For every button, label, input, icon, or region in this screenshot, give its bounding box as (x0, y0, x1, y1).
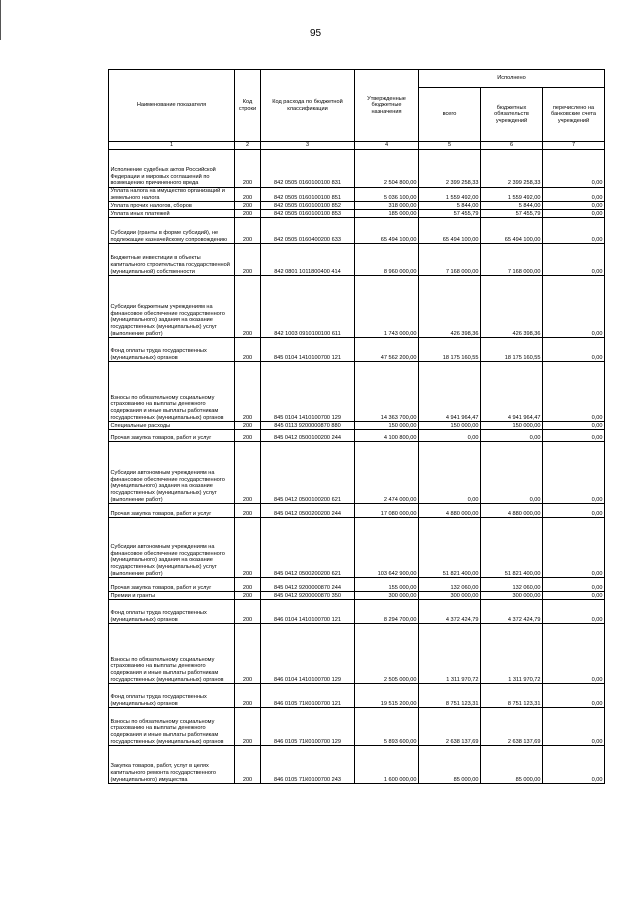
row-budget-obligations: 300 000,00 (481, 592, 543, 600)
row-code: 200 (235, 422, 261, 430)
table-row (109, 276, 605, 338)
row-approved: 65 494 100,00 (355, 218, 419, 244)
table-row (109, 624, 605, 684)
row-budget-code: 842 1003 0910100100 611 (261, 276, 355, 338)
row-code: 200 (235, 504, 261, 518)
row-transferred: 0,00 (543, 362, 605, 422)
row-budget-code: 845 0412 0500100200 621 (261, 442, 355, 504)
row-code: 200 (235, 338, 261, 362)
row-budget-code: 845 0104 1410100700 129 (261, 362, 355, 422)
row-budget-obligations: 8 751 123,31 (481, 684, 543, 708)
row-name: Премии и гранты (109, 592, 235, 600)
row-code: 200 (235, 442, 261, 504)
row-approved: 5 036 100,00 (355, 188, 419, 202)
column-number: 2 (235, 142, 261, 150)
row-transferred: 0,00 (543, 422, 605, 430)
row-code: 200 (235, 218, 261, 244)
row-approved: 19 515 200,00 (355, 684, 419, 708)
table-row (109, 422, 605, 430)
table-row (109, 362, 605, 422)
row-budget-code: 842 0505 0160100100 831 (261, 150, 355, 188)
row-transferred: 0,00 (543, 592, 605, 600)
row-code: 200 (235, 362, 261, 422)
row-approved: 1 600 000,00 (355, 746, 419, 784)
row-budget-code: 842 0801 1011800400 414 (261, 244, 355, 276)
row-executed-total: 4 880 000,00 (419, 504, 481, 518)
row-code: 200 (235, 276, 261, 338)
row-budget-code: 845 0412 0500200200 244 (261, 504, 355, 518)
row-executed-total: 0,00 (419, 442, 481, 504)
row-approved: 150 000,00 (355, 422, 419, 430)
row-budget-obligations: 426 398,36 (481, 276, 543, 338)
table-row (109, 442, 605, 504)
row-budget-code: 845 0113 9200000870 880 (261, 422, 355, 430)
row-approved: 2 505 000,00 (355, 624, 419, 684)
row-code: 200 (235, 150, 261, 188)
row-code: 200 (235, 518, 261, 578)
row-executed-total: 51 821 400,00 (419, 518, 481, 578)
column-number: 1 (109, 142, 235, 150)
row-budget-obligations: 5 844,00 (481, 202, 543, 210)
table-row (109, 210, 605, 218)
row-name: Закупка товаров, работ, услуг в целях капитального ремонта государственного (муниципального) имущества (109, 746, 235, 784)
row-approved: 8 294 700,00 (355, 600, 419, 624)
row-budget-obligations: 85 000,00 (481, 746, 543, 784)
table-row (109, 684, 605, 708)
row-budget-obligations: 57 455,79 (481, 210, 543, 218)
row-transferred: 0,00 (543, 518, 605, 578)
header-budget-code: Код расхода по бюджетной классификации (261, 70, 355, 142)
execution-report-table (108, 69, 605, 784)
row-name: Уплата налога на имущество организаций и земельного налога (109, 188, 235, 202)
page-number: 95 (309, 28, 322, 39)
row-name: Прочая закупка товаров, работ и услуг (109, 430, 235, 442)
table-row (109, 338, 605, 362)
row-executed-total: 150 000,00 (419, 422, 481, 430)
row-budget-code: 845 0104 1410100700 121 (261, 338, 355, 362)
row-name: Взносы по обязательному социальному страхованию на выплаты денежного содержания и иные выплаты работникам государственных (муниципальных) органов (109, 624, 235, 684)
row-budget-code: 846 0105 71К0100700 243 (261, 746, 355, 784)
row-code: 200 (235, 746, 261, 784)
table-row (109, 578, 605, 592)
table-row (109, 150, 605, 188)
table-row (109, 244, 605, 276)
row-executed-total: 426 398,36 (419, 276, 481, 338)
row-transferred: 0,00 (543, 708, 605, 746)
row-executed-total: 1 311 970,72 (419, 624, 481, 684)
row-approved: 4 100 800,00 (355, 430, 419, 442)
row-transferred: 0,00 (543, 210, 605, 218)
row-executed-total: 1 559 492,00 (419, 188, 481, 202)
row-transferred: 0,00 (543, 504, 605, 518)
row-approved: 318 000,00 (355, 202, 419, 210)
row-code: 200 (235, 244, 261, 276)
row-approved: 103 642 900,00 (355, 518, 419, 578)
row-budget-obligations: 0,00 (481, 442, 543, 504)
row-transferred: 0,00 (543, 244, 605, 276)
row-budget-code: 845 0412 0500200200 621 (261, 518, 355, 578)
row-name: Субсидии бюджетным учреждениям на финансовое обеспечение государственного (муниципального) задания на оказание государственных (муниципальных) услуг (выполнение работ) (109, 276, 235, 338)
column-number: 5 (419, 142, 481, 150)
row-name: Уплата прочих налогов, сборов (109, 202, 235, 210)
row-executed-total: 2 638 137,69 (419, 708, 481, 746)
table-row (109, 518, 605, 578)
row-name: Фонд оплаты труда государственных (муниципальных) органов (109, 338, 235, 362)
row-budget-obligations: 132 060,00 (481, 578, 543, 592)
table-row (109, 708, 605, 746)
table-row (109, 218, 605, 244)
header-name: Наименование показателя (109, 70, 235, 142)
row-budget-obligations: 1 311 970,72 (481, 624, 543, 684)
row-budget-code: 842 0505 0160100100 851 (261, 188, 355, 202)
row-budget-obligations: 7 168 000,00 (481, 244, 543, 276)
row-budget-code: 846 0105 71К0100700 121 (261, 684, 355, 708)
row-budget-code: 842 0505 0160100100 853 (261, 210, 355, 218)
row-transferred: 0,00 (543, 150, 605, 188)
row-budget-obligations: 4 880 000,00 (481, 504, 543, 518)
row-code: 200 (235, 708, 261, 746)
row-code: 200 (235, 202, 261, 210)
row-name: Фонд оплаты труда государственных (муниципальных) органов (109, 600, 235, 624)
row-approved: 185 000,00 (355, 210, 419, 218)
row-budget-code: 845 0412 9200000870 244 (261, 578, 355, 592)
row-executed-total: 57 455,79 (419, 210, 481, 218)
header-row-code: Код строки (235, 70, 261, 142)
row-approved: 17 080 000,00 (355, 504, 419, 518)
row-executed-total: 300 000,00 (419, 592, 481, 600)
row-approved: 1 743 000,00 (355, 276, 419, 338)
row-name: Бюджетные инвестиции в объекты капитального строительства государственной (муниципальной) собственности (109, 244, 235, 276)
header-transferred: перечислено на банковские счета учреждений (543, 88, 605, 142)
row-transferred: 0,00 (543, 578, 605, 592)
row-name: Специальные расходы (109, 422, 235, 430)
column-number: 3 (261, 142, 355, 150)
row-code: 200 (235, 684, 261, 708)
row-executed-total: 8 751 123,31 (419, 684, 481, 708)
header-budget-obligations: бюджетных обязательств учреждений (481, 88, 543, 142)
row-transferred: 0,00 (543, 442, 605, 504)
row-code: 200 (235, 600, 261, 624)
row-transferred: 0,00 (543, 684, 605, 708)
row-executed-total: 0,00 (419, 430, 481, 442)
column-number: 7 (543, 142, 605, 150)
row-transferred: 0,00 (543, 430, 605, 442)
row-transferred: 0,00 (543, 276, 605, 338)
row-code: 200 (235, 188, 261, 202)
row-transferred: 0,00 (543, 600, 605, 624)
row-budget-code: 846 0104 1410100700 121 (261, 600, 355, 624)
row-name: Субсидии (гранты в форме субсидий), не подлежащие казначейскому сопровождению (109, 218, 235, 244)
row-executed-total: 85 000,00 (419, 746, 481, 784)
row-budget-obligations: 18 175 160,55 (481, 338, 543, 362)
row-executed-total: 2 399 258,33 (419, 150, 481, 188)
row-executed-total: 4 372 424,79 (419, 600, 481, 624)
row-transferred: 0,00 (543, 624, 605, 684)
row-transferred: 0,00 (543, 188, 605, 202)
row-transferred: 0,00 (543, 338, 605, 362)
row-budget-obligations: 2 638 137,69 (481, 708, 543, 746)
row-code: 200 (235, 578, 261, 592)
table-row (109, 430, 605, 442)
row-approved: 47 562 200,00 (355, 338, 419, 362)
row-code: 200 (235, 624, 261, 684)
header-total: всего (419, 88, 481, 142)
row-budget-code: 846 0105 71К0100700 129 (261, 708, 355, 746)
row-executed-total: 4 941 964,47 (419, 362, 481, 422)
row-executed-total: 18 175 160,55 (419, 338, 481, 362)
row-name: Исполнение судебных актов Российской Федерации и мировых соглашений по возмещению причиненного вреда (109, 150, 235, 188)
table-row (109, 600, 605, 624)
row-budget-obligations: 150 000,00 (481, 422, 543, 430)
row-approved: 14 363 700,00 (355, 362, 419, 422)
row-budget-obligations: 51 821 400,00 (481, 518, 543, 578)
row-transferred: 0,00 (543, 746, 605, 784)
row-executed-total: 65 494 100,00 (419, 218, 481, 244)
header-executed: Исполнено (419, 70, 605, 88)
row-code: 200 (235, 592, 261, 600)
row-name: Фонд оплаты труда государственных (муниципальных) органов (109, 684, 235, 708)
row-budget-obligations: 0,00 (481, 430, 543, 442)
row-name: Уплата иных платежей (109, 210, 235, 218)
row-name: Взносы по обязательному социальному страхованию на выплаты денежного содержания и иные выплаты работникам государственных (муниципальных) органов (109, 708, 235, 746)
row-name: Субсидии автономным учреждениям на финансовое обеспечение государственного (муниципального) задания на оказание государственных (муниципальных) услуг (выполнение работ) (109, 442, 235, 504)
row-name: Субсидии автономным учреждениям на финансовое обеспечение государственного (муниципального) задания на оказание государственных (муниципальных) услуг (выполнение работ) (109, 518, 235, 578)
row-approved: 8 960 000,00 (355, 244, 419, 276)
table-row (109, 504, 605, 518)
table-row (109, 592, 605, 600)
row-executed-total: 132 060,00 (419, 578, 481, 592)
row-budget-code: 842 0505 0160100100 852 (261, 202, 355, 210)
row-code: 200 (235, 210, 261, 218)
row-budget-obligations: 65 494 100,00 (481, 218, 543, 244)
row-executed-total: 5 844,00 (419, 202, 481, 210)
row-budget-obligations: 4 941 964,47 (481, 362, 543, 422)
column-number: 6 (481, 142, 543, 150)
table-row (109, 746, 605, 784)
table-row (109, 202, 605, 210)
row-budget-code: 845 0412 0500100200 244 (261, 430, 355, 442)
row-approved: 300 000,00 (355, 592, 419, 600)
row-name: Взносы по обязательному социальному страхованию на выплаты денежного содержания и иные выплаты работникам государственных (муниципальных) органов (109, 362, 235, 422)
row-executed-total: 7 168 000,00 (419, 244, 481, 276)
row-budget-obligations: 1 559 492,00 (481, 188, 543, 202)
row-budget-code: 842 0505 0160400200 633 (261, 218, 355, 244)
column-number: 4 (355, 142, 419, 150)
row-approved: 2 504 800,00 (355, 150, 419, 188)
row-approved: 5 893 600,00 (355, 708, 419, 746)
row-code: 200 (235, 430, 261, 442)
row-budget-obligations: 4 372 424,79 (481, 600, 543, 624)
row-approved: 2 474 000,00 (355, 442, 419, 504)
row-name: Прочая закупка товаров, работ и услуг (109, 504, 235, 518)
row-budget-code: 846 0104 1410100700 129 (261, 624, 355, 684)
header-approved: Утвержденные бюджетные назначения (355, 70, 419, 142)
row-transferred: 0,00 (543, 218, 605, 244)
row-budget-obligations: 2 399 258,33 (481, 150, 543, 188)
row-name: Прочая закупка товаров, работ и услуг (109, 578, 235, 592)
row-transferred: 0,00 (543, 202, 605, 210)
column-number-row (109, 142, 605, 150)
row-budget-code: 845 0412 9200000870 350 (261, 592, 355, 600)
table-row (109, 188, 605, 202)
row-approved: 155 000,00 (355, 578, 419, 592)
